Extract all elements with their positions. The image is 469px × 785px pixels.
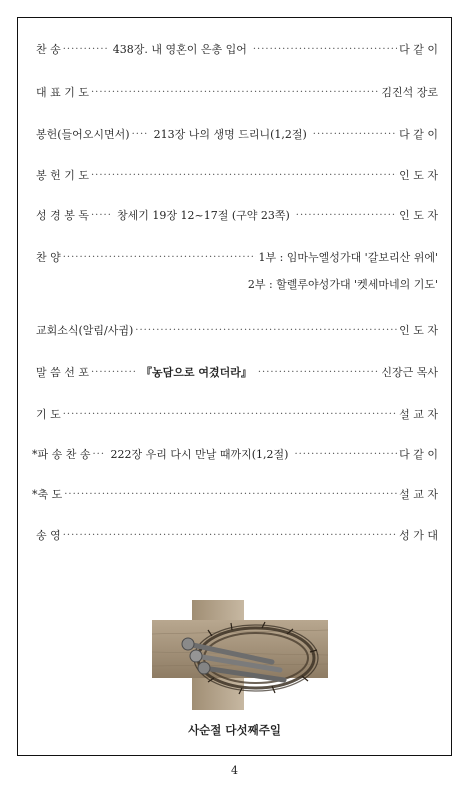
leader-dots (91, 367, 135, 378)
row-label: 송 영 (36, 529, 61, 542)
row-label: *파 송 찬 송 (32, 448, 91, 461)
row-label: 찬 양 (36, 251, 61, 264)
row-label: 찬 송 (36, 43, 61, 56)
row-leader: 다 같 이 (399, 128, 438, 141)
row-leader: 1부 : 임마누엘성가대 '갈보리산 위에' (258, 251, 438, 264)
row-leader: 신장근 목사 (381, 366, 438, 379)
order-row-offering-prayer (36, 166, 438, 184)
leader-dots (63, 44, 107, 55)
row-label: 봉헌(들어오시면서) (36, 128, 130, 141)
leader-dots (63, 252, 257, 263)
leader-dots (91, 170, 397, 181)
order-row-offering (36, 125, 438, 143)
leader-dots (91, 210, 111, 221)
leader-dots (258, 367, 380, 378)
order-row-prayer (36, 83, 438, 101)
leader-dots (64, 489, 397, 500)
row-leader: 인 도 자 (399, 324, 438, 337)
order-row-sending-hymn (32, 445, 438, 463)
leader-dots (91, 87, 379, 98)
row-leader: 인 도 자 (399, 209, 438, 222)
row-leader: 김진석 장로 (381, 86, 438, 99)
row-detail: 창세기 19장 12~17절 (구약 23쪽) (117, 209, 290, 222)
row-leader: 다 같 이 (399, 448, 438, 461)
row-detail: 222장 우리 다시 만날 때까지(1,2절) (110, 448, 289, 461)
image-caption: 사순절 다섯째주일 (188, 723, 281, 737)
row-label: 성 경 봉 독 (36, 209, 89, 222)
row-leader: 설 교 자 (399, 488, 438, 501)
leader-dots (135, 325, 397, 336)
order-row-hymn (36, 40, 438, 58)
order-row-closing-prayer (36, 405, 438, 423)
leader-dots (93, 449, 105, 460)
leader-dots (253, 44, 397, 55)
leader-dots (294, 449, 397, 460)
order-row-announcements (36, 321, 438, 339)
order-row-doxology (36, 526, 438, 544)
order-row-benediction (32, 485, 438, 503)
row-detail: 438장. 내 영혼이 은총 입어 (112, 43, 247, 56)
leader-dots (296, 210, 397, 221)
order-row-anthem (36, 248, 438, 266)
row-label: *축 도 (32, 488, 63, 501)
page-number: 4 (231, 764, 238, 777)
order-row-scripture (36, 206, 438, 224)
order-row-sermon (36, 363, 438, 381)
row-label: 대 표 기 도 (36, 86, 89, 99)
row-label: 기 도 (36, 408, 61, 421)
row-leader: 인 도 자 (399, 169, 438, 182)
row-detail: 『농담으로 여겼더라』 (141, 366, 252, 379)
crown-of-thorns-illustration (152, 600, 328, 710)
row-detail: 213장 나의 생명 드리니(1,2절) (153, 128, 307, 141)
leader-dots (63, 530, 397, 541)
row-leader: 설 교 자 (399, 408, 438, 421)
row-leader: 성 가 대 (399, 529, 438, 542)
choir-second-service: 2부 : 할렐루야성가대 '켓세마네의 기도' (247, 278, 438, 291)
row-label: 봉 헌 기 도 (36, 169, 89, 182)
row-label: 말 씀 선 포 (36, 366, 89, 379)
row-label: 교회소식(알림/사귐) (36, 324, 134, 337)
leader-dots (132, 129, 148, 140)
leader-dots (313, 129, 397, 140)
row-leader: 다 같 이 (399, 43, 438, 56)
leader-dots (63, 409, 397, 420)
